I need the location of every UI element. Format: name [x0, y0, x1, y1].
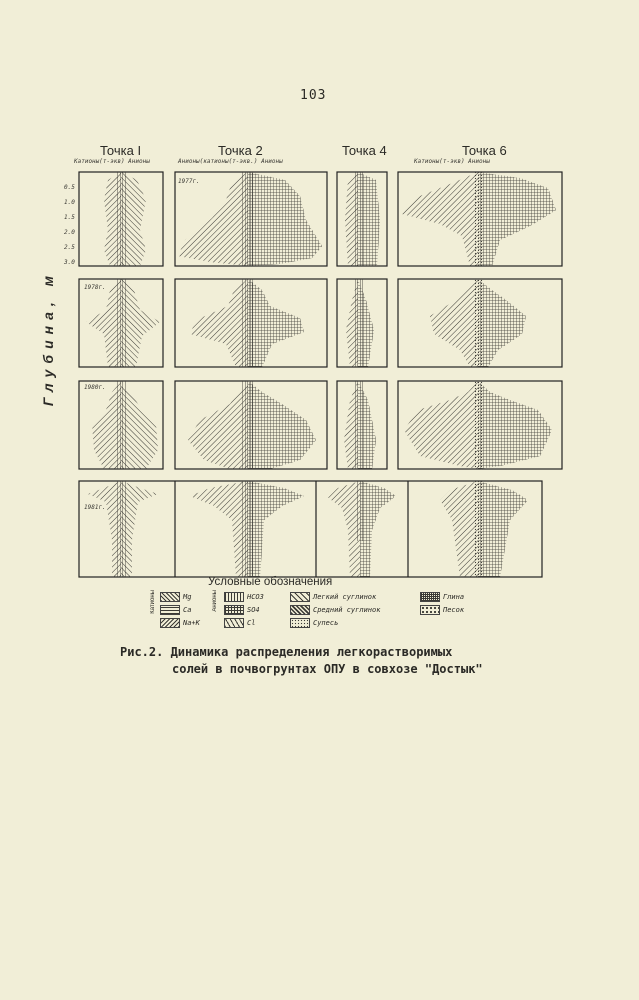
- legend-group-cations: Катионы: [150, 590, 156, 614]
- depth-tick: 2.5: [64, 244, 75, 251]
- legend-item-cl: [224, 618, 255, 628]
- profile-p1-1977: [116, 172, 126, 266]
- legend-item-ca: [160, 605, 191, 615]
- legend-label: Средний суглинок: [313, 606, 381, 614]
- legend-label: Mg: [183, 593, 192, 601]
- year-label: 1980г.: [84, 384, 106, 391]
- legend-label: Ca: [183, 606, 192, 614]
- anions-p2-1978: [248, 279, 304, 367]
- subheader-point-1: Катионы(т-экв) Анионы: [74, 158, 150, 165]
- anions-p6-1980: [478, 381, 552, 469]
- depth-tick: 2.0: [64, 229, 75, 236]
- profile-p6-1978: [474, 279, 484, 367]
- profile-p1-1980: [116, 381, 126, 469]
- anions-p6-1981: [478, 481, 528, 577]
- cations-p2-1981: [190, 481, 248, 577]
- profile-p2-1981: [242, 481, 254, 577]
- anions-p6-1978: [478, 279, 526, 367]
- legend-label: SO4: [247, 606, 260, 614]
- figure-caption-line-2: солей в почвогрунтах ОПУ в совхозе "Достык": [172, 662, 483, 676]
- year-label: 1978г.: [84, 284, 106, 291]
- cations-p4-1981: [326, 481, 360, 577]
- legend-label: Cl: [247, 619, 256, 627]
- row-1981: [79, 481, 542, 577]
- legend-title: Условные обозначения: [208, 576, 333, 588]
- row-1977: [79, 172, 562, 266]
- profile-p4-1978: [355, 279, 363, 367]
- legend-swatch: [420, 605, 440, 615]
- legend-item-sand: [420, 605, 464, 615]
- anions-p1-1980: [121, 381, 158, 469]
- legend-item-mg: [160, 592, 191, 602]
- legend-item-sandy-loam: [290, 618, 338, 628]
- legend-item-light-loam: [290, 592, 376, 602]
- legend-label: HCO3: [247, 593, 264, 601]
- legend-item-hco3: [224, 592, 264, 602]
- page-number: 103: [300, 88, 327, 103]
- subheader-point-6: Катионы(т-экв) Анионы: [414, 158, 490, 165]
- anions-p2-1980: [248, 381, 316, 469]
- subheader-point-2: Анионы(катионы(т-экв.) Анионы: [178, 158, 283, 165]
- depth-tick: 1.0: [64, 199, 75, 206]
- depth-tick: 1.5: [64, 214, 75, 221]
- legend-item-na-k: [160, 618, 200, 628]
- cations-p6-1981: [440, 481, 478, 577]
- column-header-point-4: Точка 4: [342, 143, 387, 158]
- profile-p6-1980: [474, 381, 484, 469]
- profile-p1-1981: [116, 481, 126, 577]
- profile-p4-1981: [356, 481, 364, 541]
- legend-label: Na+K: [183, 619, 200, 627]
- column-header-point-6: Точка 6: [462, 143, 507, 158]
- row-1980: [79, 381, 562, 469]
- legend-group-anions: Анионы: [212, 590, 218, 612]
- legend-swatch: [224, 618, 244, 628]
- legend-item-so4: [224, 605, 260, 615]
- anions-p2-1981: [248, 481, 304, 577]
- cations-p2-1977: [178, 172, 248, 266]
- profile-p2-1977: [242, 172, 254, 266]
- legend-item-medium-loam: [290, 605, 380, 615]
- legend-label: Легкий суглинок: [313, 593, 377, 601]
- profile-p2-1980: [242, 381, 254, 469]
- anions-p4-1981: [360, 481, 396, 577]
- cations-p2-1978: [190, 279, 248, 367]
- legend-swatch: [420, 592, 440, 602]
- legend-label: Глина: [443, 593, 465, 601]
- legend-swatch: [160, 618, 180, 628]
- legend-swatch: [160, 605, 180, 615]
- row-1978: [79, 279, 562, 367]
- legend-swatch: [290, 592, 310, 602]
- profile-p2-1978: [242, 279, 254, 367]
- legend-item-clay: [420, 592, 464, 602]
- column-header-point-1: Точка I: [100, 143, 142, 158]
- anions-p2-1977: [248, 172, 322, 266]
- cations-p6-1978: [430, 279, 478, 367]
- anions-p6-1977: [478, 172, 556, 266]
- anions-p1-1978: [121, 279, 160, 367]
- depth-tick: 3.0: [64, 259, 75, 266]
- cations-p6-1980: [404, 381, 478, 469]
- legend-swatch: [224, 592, 244, 602]
- year-label: 1977г.: [178, 178, 200, 185]
- profile-p6-1977: [474, 172, 484, 266]
- cations-p1-1978: [86, 279, 121, 367]
- legend-swatch: [160, 592, 180, 602]
- year-label: 1981г.: [84, 504, 106, 511]
- legend-label: Песок: [443, 606, 465, 614]
- legend-swatch: [290, 618, 310, 628]
- cations-p6-1977: [402, 172, 478, 266]
- legend-swatch: [224, 605, 244, 615]
- figure-caption-line-1: Рис.2. Динамика распределения легкорастворимых: [120, 645, 453, 659]
- profile-p4-1980: [355, 381, 363, 469]
- legend-label: Супесь: [313, 619, 339, 627]
- profile-p6-1981: [474, 481, 484, 577]
- column-header-point-2: Точка 2: [218, 143, 263, 158]
- profile-p1-1978: [116, 279, 126, 367]
- cations-p2-1980: [188, 381, 248, 469]
- y-axis-label: Глубина, м: [40, 270, 56, 407]
- anions-p1-1981: [121, 481, 158, 577]
- profile-p4-1977: [355, 172, 363, 266]
- legend-swatch: [290, 605, 310, 615]
- depth-tick: 0.5: [64, 184, 75, 191]
